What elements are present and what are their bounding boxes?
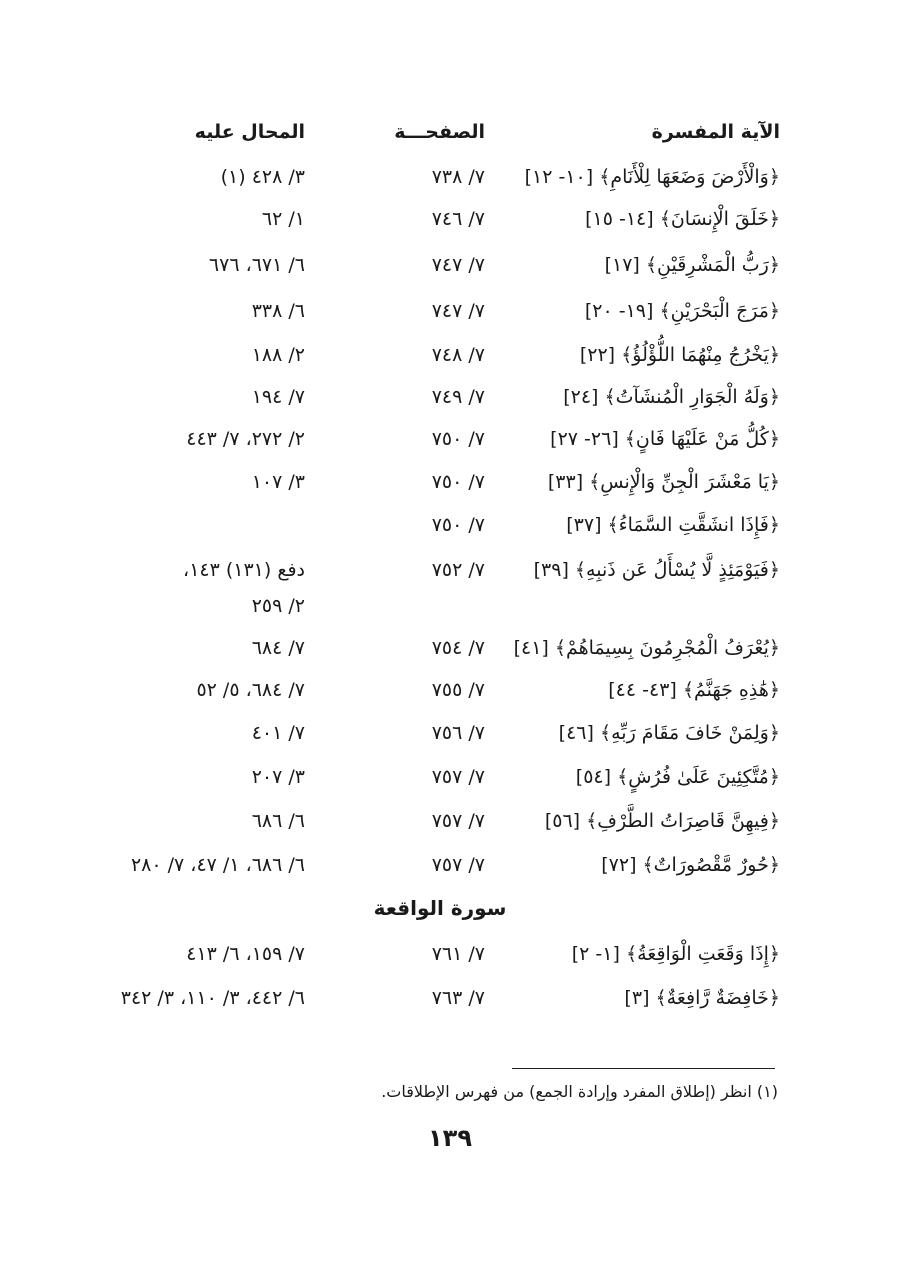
ref-cell: ٣/ ٤٢٨ (١) [220, 166, 305, 188]
ref-cell: ٦/ ٦٨٦، ١/ ٤٧، ٧/ ٢٨٠ [130, 854, 305, 876]
page-cell: ٧/ ٧٥٠ [431, 428, 485, 450]
col-header-ref: المحال عليه [194, 121, 305, 143]
ayah-cell: ﴿وَالْأَرْضَ وَضَعَهَا لِلْأَنَامِ﴾ [١٠- ١٢] [524, 166, 780, 188]
ref-cell: دفع (١٣١) ١٤٣، [183, 559, 305, 581]
ref-cell: ٧/ ٤٠١ [251, 722, 305, 744]
page-cell: ٧/ ٧٥٤ [431, 637, 485, 659]
table-row [100, 291, 780, 331]
ref-cell: ٧/ ١٩٤ [251, 386, 305, 408]
ayah-cell: ﴿حُورٌ مَّقْصُورَاتٌ﴾ [٧٢] [601, 854, 780, 876]
page-cell: ٧/ ٧٥٠ [431, 471, 485, 493]
table-row [100, 757, 780, 797]
ref-cell: ٢/ ٢٥٩ [251, 595, 305, 617]
table-row [100, 377, 780, 417]
table-row [100, 245, 780, 285]
table-row [100, 419, 780, 459]
ref-cell: ٦/ ٣٣٨ [251, 300, 305, 322]
ref-cell: ٧/ ١٥٩، ٦/ ٤١٣ [186, 943, 305, 965]
ref-cell: ٣/ ١٠٧ [251, 471, 305, 493]
ayah-cell: ﴿فَإِذَا انشَقَّتِ السَّمَاءُ﴾ [٣٧] [566, 514, 780, 536]
page-cell: ٧/ ٧٤٩ [431, 386, 485, 408]
ayah-cell: ﴿يُعْرَفُ الْمُجْرِمُونَ بِسِيمَاهُمْ﴾ [٤١] [513, 637, 780, 659]
ayah-cell: ﴿مَرَجَ الْبَحْرَيْنِ﴾ [١٩- ٢٠] [584, 300, 780, 322]
page-cell: ٧/ ٧٤٧ [431, 300, 485, 322]
page-number: ١٣٩ [428, 1124, 472, 1152]
table-row [100, 550, 780, 590]
ref-cell: ٢/ ١٨٨ [251, 344, 305, 366]
ayah-cell: ﴿رَبُّ الْمَشْرِقَيْنِ﴾ [١٧] [604, 254, 780, 276]
col-header-page: الصفحـــة [394, 121, 485, 143]
ref-cell: ١/ ٦٢ [261, 208, 305, 230]
ayah-cell: ﴿خَلَقَ الْإِنسَانَ﴾ [١٤- ١٥] [585, 208, 780, 230]
ayah-cell: ﴿وَلِمَنْ خَافَ مَقَامَ رَبِّهِ﴾ [٤٦] [558, 722, 780, 744]
table-row [100, 628, 780, 668]
ayah-cell: ﴿يَخْرُجُ مِنْهُمَا اللُّؤْلُؤُ﴾ [٢٢] [579, 344, 780, 366]
ref-cell: ٦/ ٦٨٦ [251, 810, 305, 832]
table-row [100, 335, 780, 375]
ayah-cell: ﴿وَلَهُ الْجَوَارِ الْمُنشَآتُ﴾ [٢٤] [563, 386, 780, 408]
page-cell: ٧/ ٧٥٧ [431, 766, 485, 788]
ayah-cell: ﴿مُتَّكِئِينَ عَلَىٰ فُرُشٍ﴾ [٥٤] [575, 766, 780, 788]
ref-cell: ٣/ ٢٠٧ [251, 766, 305, 788]
page-cell: ٧/ ٧٤٦ [431, 208, 485, 230]
table-row [100, 199, 780, 239]
page-cell: ٧/ ٧٥٦ [431, 722, 485, 744]
table-row [100, 934, 780, 974]
col-header-ayah: الآية المفسرة [651, 121, 780, 143]
table-row [100, 713, 780, 753]
ayah-cell: ﴿كُلُّ مَنْ عَلَيْهَا فَانٍ﴾ [٢٦- ٢٧] [550, 428, 780, 450]
ref-cell: ٧/ ٦٨٤ [251, 637, 305, 659]
page-cell: ٧/ ٧٤٧ [431, 254, 485, 276]
page-cell: ٧/ ٧٥٠ [431, 514, 485, 536]
page-cell: ٧/ ٧٥٧ [431, 854, 485, 876]
page-cell: ٧/ ٧٦١ [431, 943, 485, 965]
ref-cell: ٦/ ٤٤٢، ٣/ ١١٠، ٣/ ٣٤٢ [120, 987, 305, 1009]
table-row-continuation [100, 586, 780, 626]
ayah-cell: ﴿يَا مَعْشَرَ الْجِنِّ وَالْإِنسِ﴾ [٣٣] [547, 471, 780, 493]
sura-heading: سورة الواقعة [373, 896, 507, 920]
page-cell: ٧/ ٧٣٨ [431, 166, 485, 188]
page-cell: ٧/ ٧٦٣ [431, 987, 485, 1009]
ref-cell: ٧/ ٦٨٤، ٥/ ٥٢ [196, 679, 305, 701]
page-cell: ٧/ ٧٤٨ [431, 344, 485, 366]
ayah-cell: ﴿إِذَا وَقَعَتِ الْوَاقِعَةُ﴾ [١- ٢] [571, 943, 780, 965]
table-row [100, 157, 780, 197]
ayah-cell: ﴿خَافِضَةٌ رَّافِعَةٌ﴾ [٣] [624, 987, 780, 1009]
footnote: (١) انظر (إطلاق المفرد وإرادة الجمع) من فهرس الإطلاقات. [381, 1082, 778, 1101]
ayah-cell: ﴿هَٰذِهِ جَهَنَّمُ﴾ [٤٣- ٤٤] [608, 679, 780, 701]
page-cell: ٧/ ٧٥٢ [431, 559, 485, 581]
table-row [100, 845, 780, 885]
footnote-divider [512, 1068, 775, 1069]
page-cell: ٧/ ٧٥٥ [431, 679, 485, 701]
ref-cell: ٢/ ٢٧٢، ٧/ ٤٤٣ [186, 428, 305, 450]
ayah-cell: ﴿فَيَوْمَئِذٍ لَّا يُسْأَلُ عَن ذَنبِهِ﴾ [٣٩] [533, 559, 780, 581]
table-row [100, 978, 780, 1018]
page-cell: ٧/ ٧٥٧ [431, 810, 485, 832]
table-header [100, 112, 780, 152]
ayah-cell: ﴿فِيهِنَّ قَاصِرَاتُ الطَّرْفِ﴾ [٥٦] [544, 810, 780, 832]
table-row [100, 505, 780, 545]
ref-cell: ٦/ ٦٧١، ٦٧٦ [208, 254, 305, 276]
table-row [100, 801, 780, 841]
table-row [100, 462, 780, 502]
table-row [100, 670, 780, 710]
